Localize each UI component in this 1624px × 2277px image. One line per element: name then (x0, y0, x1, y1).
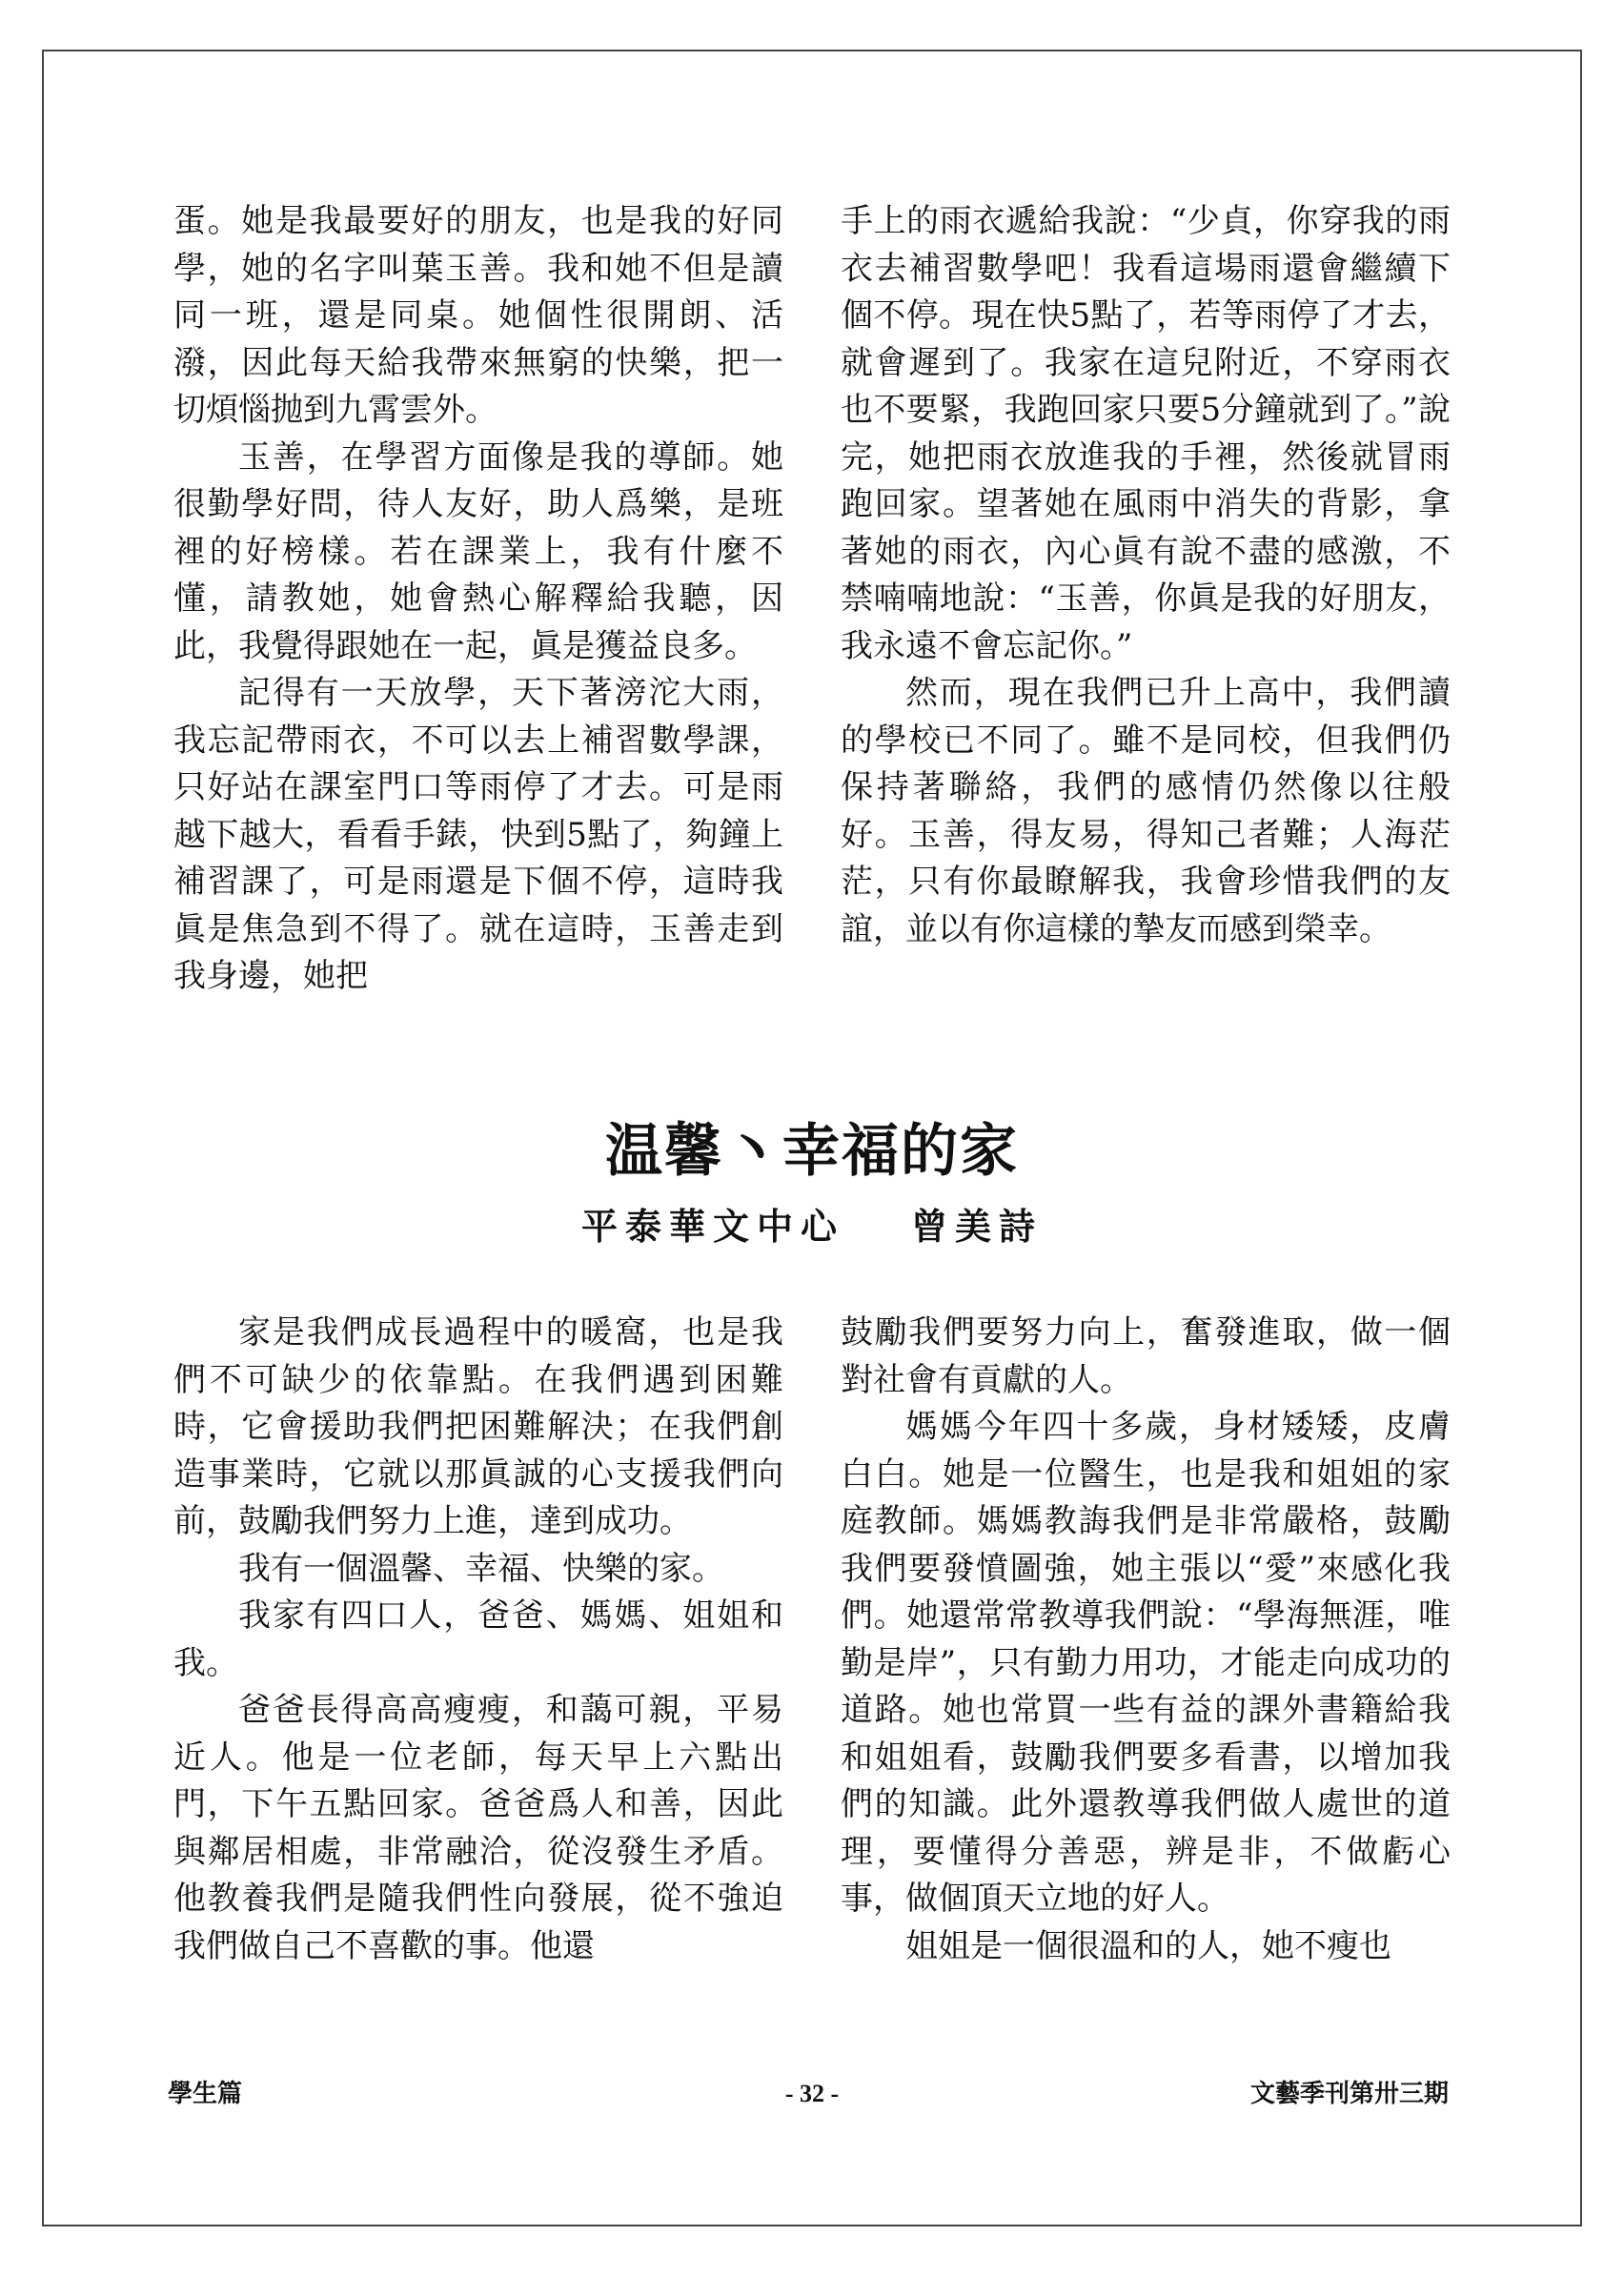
article1-paragraph: 手上的雨衣遞給我說：“少貞，你穿我的雨衣去補習數學吧！我看這場雨還會繼續下個不停。現在快5點了，若等雨停了才去，就會遲到了。我家在這兒附近，不穿雨衣也不要緊，我跑回家只要5分鐘就到了。”說完，她把雨衣放進我的手裡，然後就冒雨跑回家。望著她在風雨中消失的背影，拿著她的雨衣，內心眞有說不盡的感激，不禁喃喃地說：“玉善，你眞是我的好朋友，我永遠不會忘記你。” (841, 202, 1451, 665)
article2-paragraph: 我有一個溫馨、幸福、快樂的家。 (238, 1549, 724, 1588)
article1-left-column (173, 198, 783, 1001)
footer-page-number: - 32 - (784, 2080, 840, 2107)
footer-publication-name: 文藝季刊第卅三期 (1249, 2080, 1449, 2108)
article1-right-column (841, 198, 1451, 953)
article1-paragraph: 然而，現在我們已升上高中，我們讀的學校已不同了。雖不是同校，但我們仍保持著聯絡，我們的感情仍然像以往般好。玉善，得友易，得知己者難；人海茫茫，只有你最瞭解我，我會珍惜我們的友誼，並以有你這樣的摯友而感到榮幸。 (841, 674, 1451, 948)
article2-paragraph: 媽媽今年四十多歲，身材矮矮，皮膚白白。她是一位醫生，也是我和姐姐的家庭教師。媽媽教誨我們是非常嚴格，鼓勵我們要發憤圖強，她主張以“愛”來感化我們。她還常常教導我們說：“學海無涯，唯勤是岸”，只有勤力用功，才能走向成功的道路。她也常買一些有益的課外書籍給我和姐姐看，鼓勵我們要多看書，以增加我們的知識。此外還教導我們做人處世的道理，要懂得分善惡，辨是非，不做虧心事，做個頂天立地的好人。 (841, 1408, 1451, 1918)
article2-paragraph: 我家有四口人，爸爸、媽媽、姐姐和我。 (173, 1596, 783, 1682)
article1-paragraph: 蛋。她是我最要好的朋友，也是我的好同學，她的名字叫葉玉善。我和她不但是讀同一班，還是同桌。她個性很開朗、活潑，因此每天給我帶來無窮的快樂，把一切煩惱抛到九霄雲外。 (173, 202, 783, 429)
footer-section-label: 學生篇 (168, 2080, 243, 2108)
article1-paragraph: 玉善，在學習方面像是我的導師。她很勤學好問，待人友好，助人爲樂，是班裡的好榜樣。若在課業上，我有什麼不懂，請教她，她會熱心解釋給我聽，因此，我覺得跟她在一起，眞是獲益良多。 (173, 437, 783, 665)
article2-title: 温馨丶幸福的家 (605, 1118, 1019, 1185)
article2-byline (0, 1203, 1624, 1250)
article1-paragraph: 記得有一天放學，天下著滂沱大雨，我忘記帶雨衣，不可以去上補習數學課，只好站在課室門口等雨停了才去。可是雨越下越大，看看手錶，快到5點了，夠鐘上補習課了，可是雨還是下個不停，這時我眞是焦急到不得了。就在這時，玉善走到我身邊，她把 (173, 674, 783, 995)
article2-left-column (173, 1310, 783, 1970)
article2-organization: 平泰華文中心 (580, 1205, 844, 1248)
article2-paragraph: 鼓勵我們要努力向上，奮發進取，做一個對社會有貢獻的人。 (841, 1313, 1451, 1399)
article2-author: 曾美詩 (911, 1205, 1044, 1248)
article2-paragraph: 姐姐是一個很溫和的人，她不瘦也 (905, 1926, 1391, 1965)
article2-paragraph: 爸爸長得高高瘦瘦，和藹可親，平易近人。他是一位老師，每天早上六點出門，下午五點回家。爸爸爲人和善，因此與鄰居相處，非常融洽，從沒發生矛盾。他教養我們是隨我們性向發展，從不強迫我們做自己不喜歡的事。他還 (173, 1691, 783, 1965)
article2-paragraph: 家是我們成長過程中的暖窩，也是我們不可缺少的依靠點。在我們遇到困難時，它會援助我們把困難解決；在我們創造事業時，它就以那眞誠的心支援我們向前，鼓勵我們努力上進，達到成功。 (173, 1313, 783, 1540)
article2-right-column (841, 1310, 1451, 1970)
